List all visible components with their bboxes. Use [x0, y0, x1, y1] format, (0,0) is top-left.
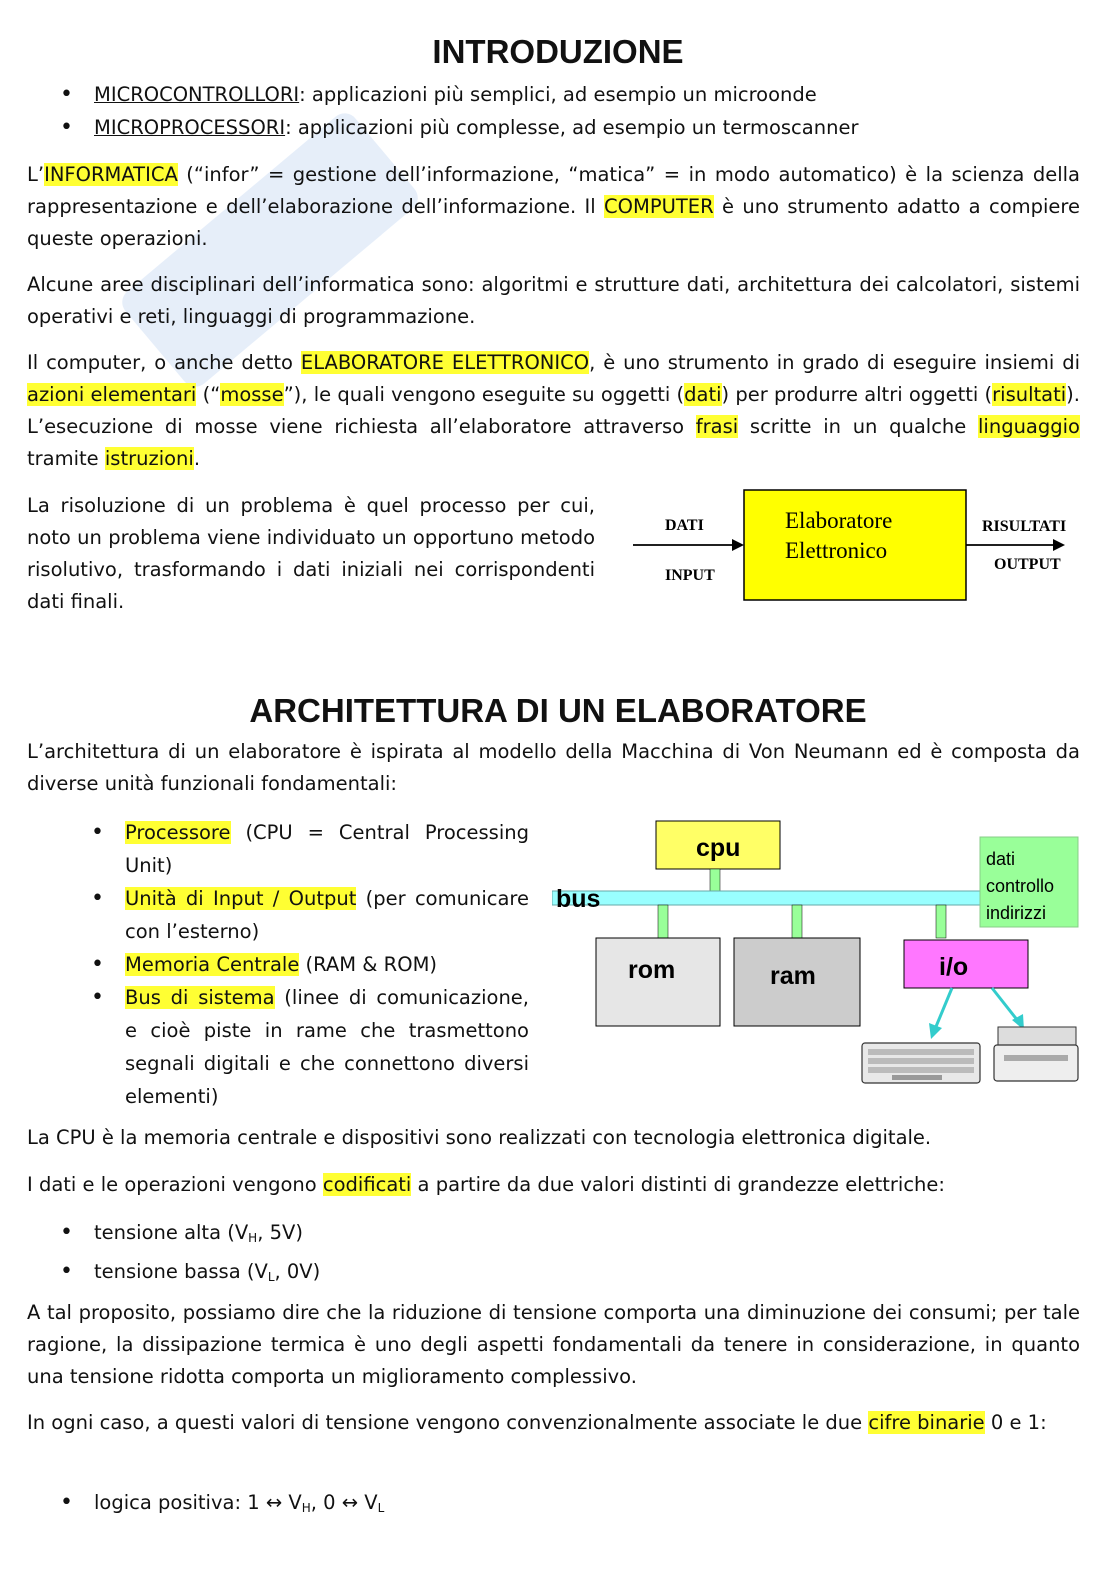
arch-paragraph-5: In ogni caso, a questi valori di tensione vengono convenzionalmente associate le due cifre binarie 0 e 1:	[27, 1411, 1047, 1434]
logic-list	[27, 1486, 1087, 1525]
diagram-box-line2: Elettronico	[785, 538, 888, 563]
list-item: • Unità di Input / Output (per comunicare con l’esterno)	[27, 882, 529, 948]
bus-line	[552, 891, 985, 905]
bus-signal-dati: dati	[986, 849, 1016, 869]
bus-signal-controllo: controllo	[986, 876, 1055, 896]
voltage-list	[27, 1216, 1087, 1294]
intro-title: INTRODUZIONE	[432, 33, 684, 70]
printer-icon	[994, 1027, 1078, 1081]
diagram-box-line1: Elaboratore	[785, 508, 893, 533]
io-connector	[936, 905, 946, 938]
bus-label: bus	[556, 885, 601, 913]
intro-paragraph-2: Alcune aree disciplinari dell’informatica sono: algoritmi e strutture dati, architettura dei calcolatori, sistemi operativi e reti, linguaggi di programmazione.	[27, 273, 1080, 328]
intro-bullets	[27, 78, 1087, 144]
io-label: i/o	[939, 953, 969, 981]
arch-paragraph-1: L’architettura di un elaboratore è ispirata al modello della Macchina di Von Neumann ed è composta da diverse unità funzionali fondamentali:	[27, 740, 1080, 795]
list-item: • Memoria Centrale (RAM & ROM)	[27, 948, 529, 981]
arch-paragraph-4: A tal proposito, possiamo dire che la riduzione di tensione comporta una diminuzione dei consumi; per tale ragione, la dissipazione termica è uno degli aspetti fondamentali da tenere in considerazione, in quanto una tensione ridotta comporta un miglioramento complessivo.	[27, 1301, 1080, 1388]
list-item: • tensione bassa ($V_L$, 0V)	[27, 1255, 1087, 1294]
bus-diagram	[552, 815, 1080, 1090]
list-item: • tensione alta ($V_H$, 5V)	[27, 1216, 1087, 1255]
io-keyboard-arrow	[935, 988, 952, 1029]
ram-connector	[792, 905, 802, 938]
intro-paragraph-4: La risoluzione di un problema è quel processo per cui, noto un problema viene individuato un opportuno metodo risolutivo, trasformando i dati iniziali nei corrispondenti dati finali.	[27, 494, 595, 613]
arch-paragraph-3: I dati e le operazioni vengono codificati a partire da due valori distinti di grandezze elettriche:	[27, 1173, 945, 1196]
cpu-label: cpu	[696, 834, 741, 862]
list-item: • Processore (CPU = Central Processing Unit)	[27, 816, 529, 882]
intro-paragraph-1: L’INFORMATICA (“infor” = gestione dell’informazione, “matica” = in modo automatico) è la scienza della rappresentazione e dell’elaborazione dell’informazione. Il COMPUTER è uno strumento adatto a compiere queste operazioni.	[27, 163, 1080, 250]
output-arrowhead	[1053, 539, 1065, 551]
diagram-label-dati: DATI	[665, 517, 704, 534]
diagram-label-input: INPUT	[665, 567, 715, 584]
keyboard-icon	[862, 1043, 980, 1083]
elaboratore-diagram	[625, 485, 1085, 610]
bus-signal-indirizzi: indirizzi	[986, 903, 1047, 923]
diagram-label-output: OUTPUT	[994, 556, 1061, 573]
rom-connector	[658, 905, 668, 938]
list-item: • MICROPROCESSORI: applicazioni più complesse, ad esempio un termoscanner	[27, 111, 1087, 144]
intro-paragraph-3: Il computer, o anche detto ELABORATORE ELETTRONICO, è uno strumento in grado di eseguire insiemi di azioni elementari (“mosse”), le quali vengono eseguite su oggetti (dati) per produrre altri oggetti (risultati). L’esecuzione di mosse viene richiesta all’elaboratore attraverso frasi scritte in un qualche linguaggio tramite istruzioni.	[27, 351, 1080, 470]
diagram-label-risultati: RISULTATI	[982, 518, 1067, 535]
list-item: • logica positiva: 1 ↔ $V_H$, 0 ↔ $V_L$	[27, 1486, 1087, 1525]
input-arrowhead	[732, 539, 744, 551]
ram-label: ram	[770, 962, 816, 990]
arch-title: ARCHITETTURA DI UN ELABORATORE	[249, 692, 867, 729]
rom-label: rom	[628, 956, 676, 984]
arch-units-list	[27, 816, 529, 1113]
arch-paragraph-2: La CPU è la memoria centrale e dispositivi sono realizzati con tecnologia elettronica digitale.	[27, 1126, 932, 1149]
io-printer-arrow	[992, 988, 1018, 1021]
list-item: • MICROCONTROLLORI: applicazioni più semplici, ad esempio un microonde	[27, 78, 1087, 111]
cpu-connector	[710, 869, 720, 891]
list-item: • Bus di sistema (linee di comunicazione, e cioè piste in rame che trasmettono segnali digitali e che connettono diversi elementi)	[27, 981, 529, 1113]
